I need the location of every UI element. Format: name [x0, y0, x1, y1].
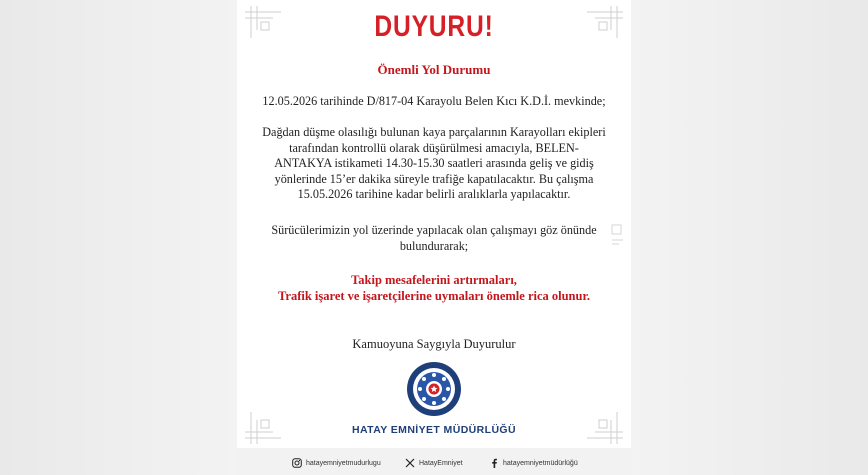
background-left: [0, 0, 237, 475]
announcement-poster: [237, 0, 631, 475]
instagram-label: hatayemniyetmudurlugu: [306, 459, 381, 467]
x-icon: [405, 458, 415, 468]
notice-subtitle: Önemli Yol Durumu: [377, 62, 491, 77]
side-ornament-right: [609, 222, 625, 248]
paragraph-location: 12.05.2026 tarihinde D/817-04 Karayolu Belen Kıcı K.D.İ. mevkinde;: [262, 94, 606, 108]
warning-line-1: Takip mesafelerini artırmaları,: [351, 273, 517, 287]
paragraph-details: Dağdan düşme olasılığı bulunan kaya parçalarının Karayolları ekipleri tarafından kontrollü olarak düşürülmesi amacıyla, BELEN-ANTAKYA istikameti 14.30-15.30 saatleri arasında geliş ve gidiş yönlerinde 15’er dakika süreyle trafiğe kapatılacaktır. Bu çalışma 15.05.2026 tarihine kadar belirli aralıklarla yapılacaktır.: [262, 125, 606, 201]
closing-text: Kamuoyuna Saygıyla Duyurulur: [352, 337, 516, 351]
instagram-icon: [292, 458, 302, 468]
warning-block: [237, 272, 631, 304]
facebook-label: hatayemniyetmüdürlüğü: [503, 459, 578, 467]
instagram-handle[interactable]: [292, 458, 381, 468]
facebook-icon: [489, 458, 499, 468]
notice-title: DUYURU!: [374, 10, 494, 43]
facebook-handle[interactable]: [489, 458, 578, 468]
background-right: [631, 0, 868, 475]
social-footer: [237, 448, 631, 475]
police-emblem: [405, 360, 463, 418]
warning-line-2: Trafik işaret ve işaretçilerine uymaları önemle rica olunur.: [278, 289, 590, 303]
paragraph-drivers: Sürücülerimizin yol üzerinde yapılacak olan çalışmayı göz önünde bulundurarak;: [271, 223, 597, 253]
x-handle[interactable]: [405, 458, 463, 468]
organization-name: HATAY EMNİYET MÜDÜRLÜĞÜ: [352, 424, 516, 436]
x-label: HatayEmniyet: [419, 459, 463, 467]
